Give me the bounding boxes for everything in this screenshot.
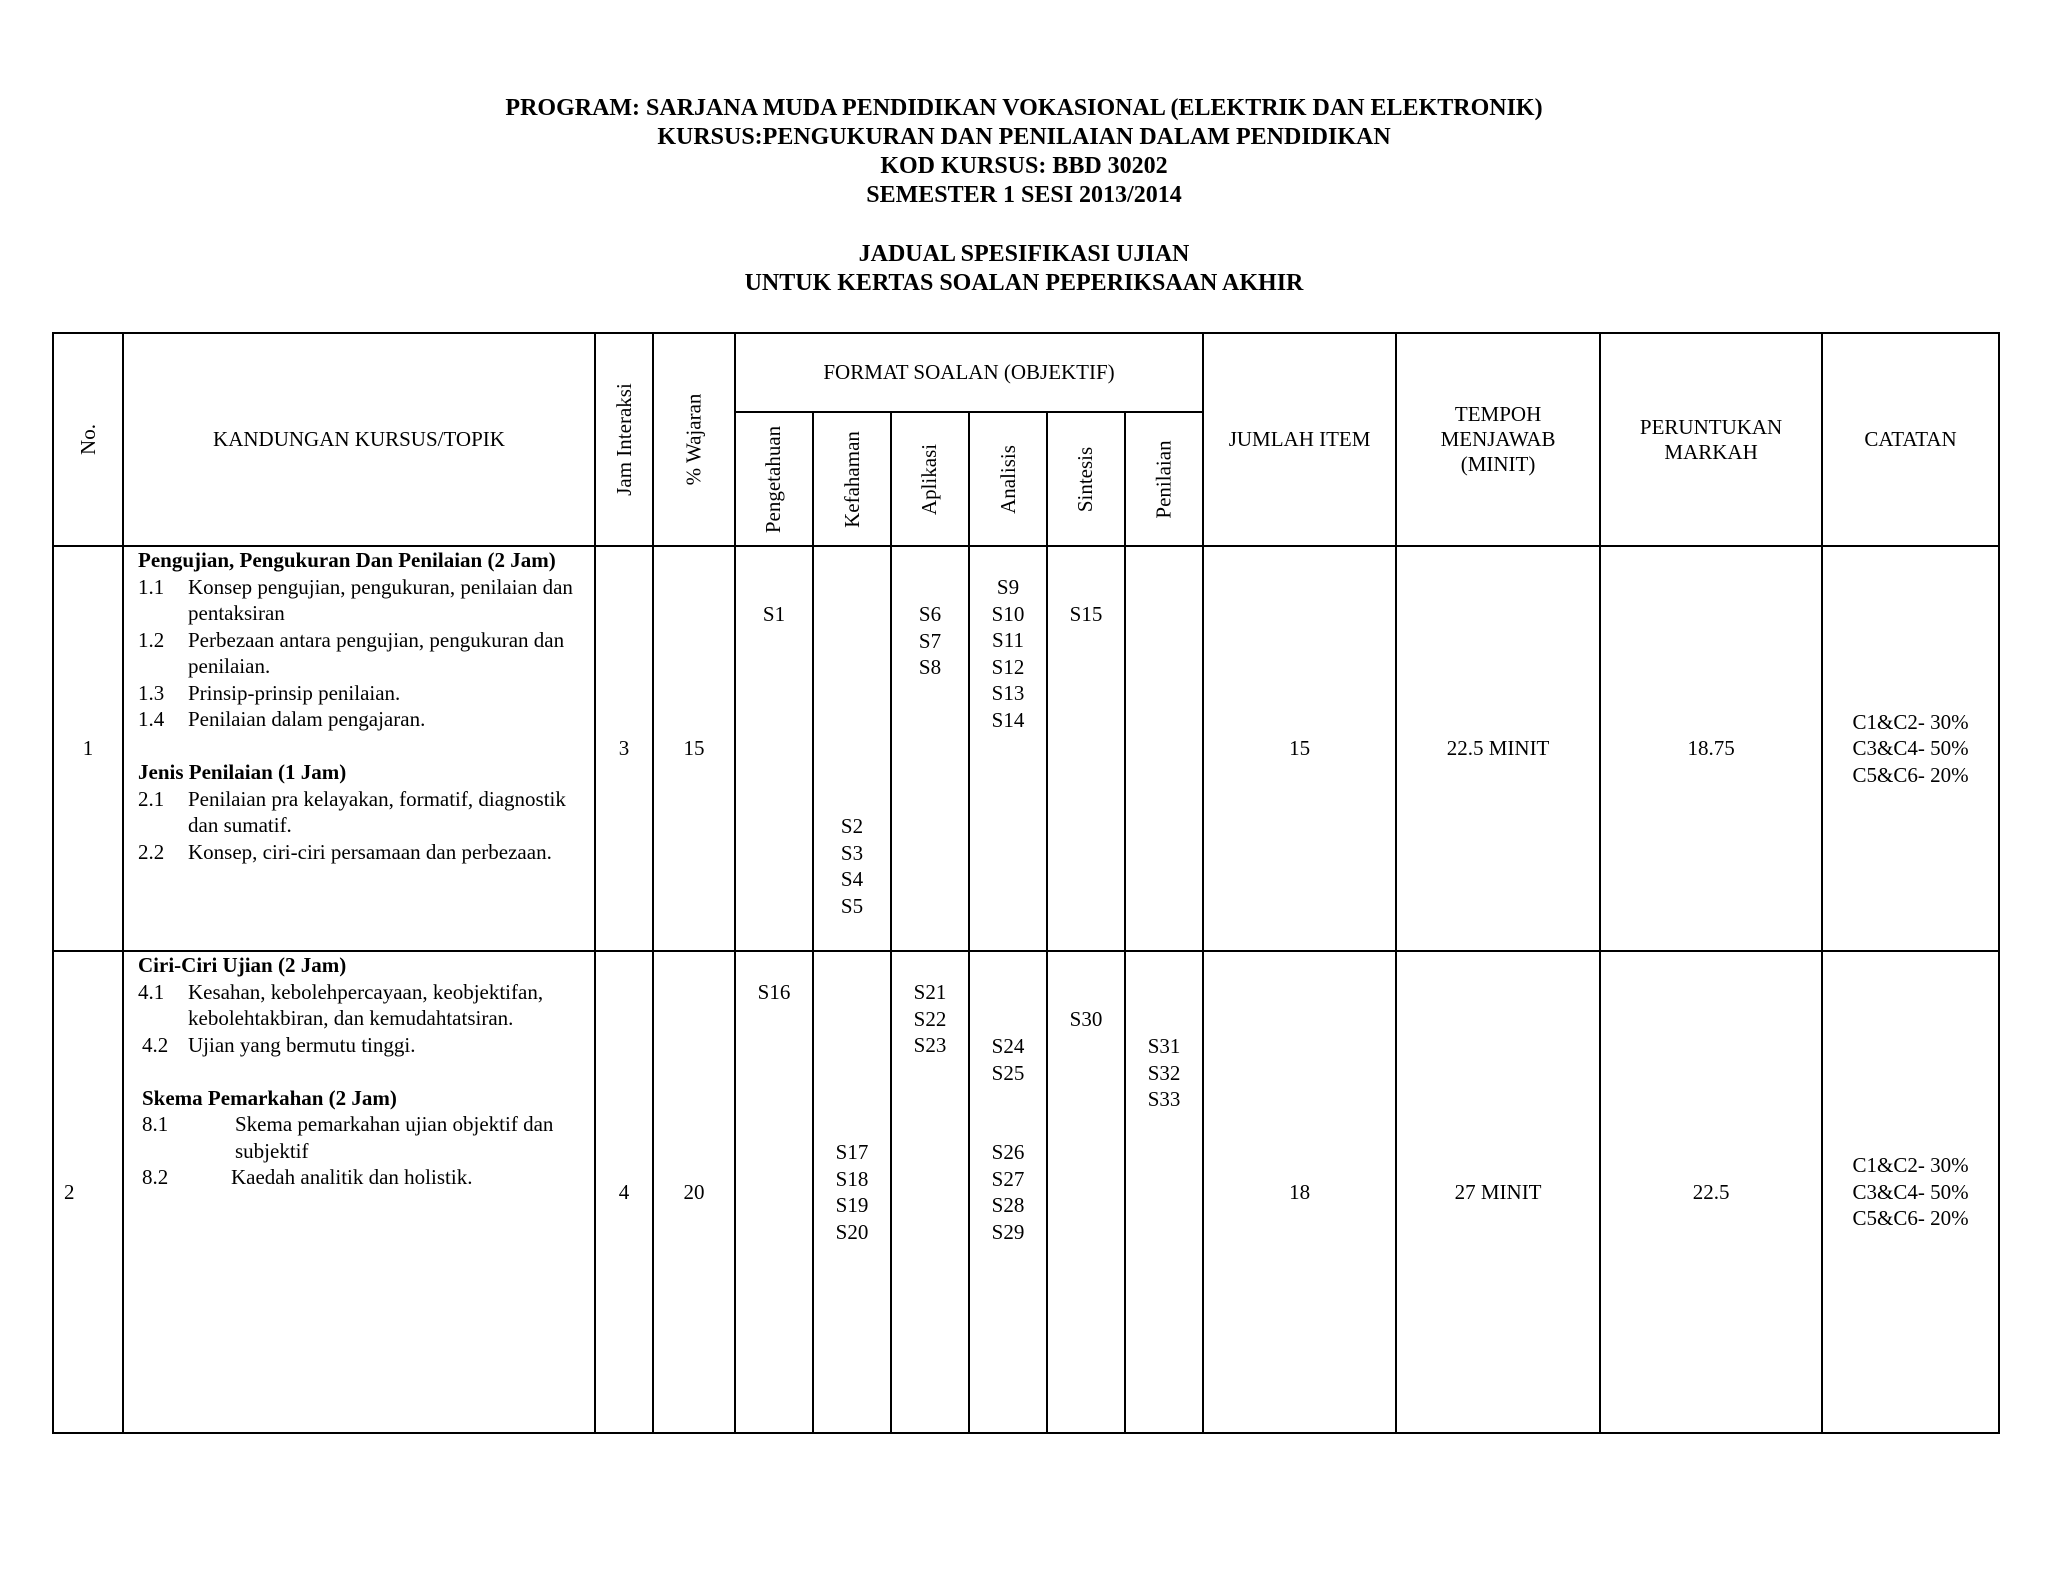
header-aplikasi: Aplikasi — [891, 412, 969, 546]
jam-interaksi-value: 4 — [595, 951, 653, 1433]
question-list — [1048, 601, 1124, 628]
question-code: S19 — [835, 1193, 869, 1217]
topic-heading: Ciri-Ciri Ujian (2 Jam) — [138, 953, 347, 977]
header-topic: KANDUNGAN KURSUS/TOPIK — [123, 333, 595, 546]
catatan-line: C1&C2- 30% — [1852, 1153, 1969, 1178]
question-code: S16 — [757, 980, 791, 1004]
question-list — [970, 1139, 1046, 1245]
question-code: S27 — [991, 1166, 1025, 1191]
question-list — [1048, 1006, 1124, 1033]
table-subtitle: UNTUK KERTAS SOALAN PEPERIKSAAN AKHIR — [744, 270, 1304, 296]
jam-interaksi-value: 3 — [595, 546, 653, 951]
header-no: No. — [53, 333, 123, 546]
question-list — [892, 979, 968, 1059]
question-list — [736, 601, 812, 628]
catatan-line: C3&C4- 50% — [1852, 1179, 1969, 1204]
topic-item: 1.2 Perbezaan antara pengujian, pengukuran dan penilaian. — [138, 627, 565, 678]
markah-value: 22.5 — [1600, 951, 1822, 1433]
semester-session: SEMESTER 1 SESI 2013/2014 — [866, 182, 1182, 208]
table-row — [53, 546, 1999, 951]
course-code: KOD KURSUS: BBD 30202 — [880, 153, 1168, 179]
aplikasi-cell — [891, 546, 969, 951]
question-code: S29 — [991, 1219, 1025, 1244]
header-row — [53, 333, 1999, 412]
exam-specification-table — [52, 332, 2000, 1434]
topic-item: 4.2 Ujian yang bermutu tinggi. — [142, 1032, 416, 1057]
topic-item: 1.4 Penilaian dalam pengajaran. — [138, 707, 426, 731]
question-code: S2 — [840, 814, 864, 838]
question-code: S11 — [992, 628, 1024, 652]
question-list — [736, 979, 812, 1006]
topic-heading: Pengujian, Pengukuran Dan Penilaian (2 Jam) — [138, 548, 556, 572]
topic-item: 1.1 Konsep pengujian, pengukuran, penilaian dan pentaksiran — [138, 574, 573, 625]
question-code: S20 — [835, 1219, 869, 1244]
pengetahuan-cell — [735, 546, 813, 951]
question-code: S21 — [913, 980, 947, 1004]
header-sintesis: Sintesis — [1047, 412, 1125, 546]
question-code: S4 — [840, 867, 864, 891]
penilaian-cell — [1125, 951, 1203, 1433]
question-code: S23 — [913, 1033, 947, 1057]
question-code: S7 — [918, 628, 942, 653]
question-list — [1126, 1033, 1202, 1113]
catatan-cell — [1822, 951, 1999, 1433]
topic-item: 8.2 Kaedah analitik dan holistik. — [142, 1165, 473, 1189]
question-code: S6 — [918, 602, 942, 626]
topic-heading: Skema Pemarkahan (2 Jam) — [142, 1085, 397, 1110]
markah-value: 18.75 — [1600, 546, 1822, 951]
catatan-cell — [1822, 546, 1999, 951]
question-code: S8 — [918, 655, 942, 679]
header-analisis: Analisis — [969, 412, 1047, 546]
topic-cell — [123, 951, 595, 1433]
header-tempoh-menjawab: TEMPOH MENJAWAB (MINIT) — [1396, 333, 1600, 546]
program-title: PROGRAM: SARJANA MUDA PENDIDIKAN VOKASIONAL (ELEKTRIK DAN ELEKTRONIK) — [505, 95, 1543, 121]
header-jam-interaksi: Jam Interaksi — [595, 333, 653, 546]
topic-cell — [123, 546, 595, 951]
course-title: KURSUS:PENGUKURAN DAN PENILAIAN DALAM PENDIDIKAN — [657, 124, 1391, 150]
question-code: S10 — [991, 601, 1025, 626]
kefahaman-cell — [813, 546, 891, 951]
question-code: S30 — [1069, 1007, 1103, 1031]
document-title-block — [0, 94, 2048, 298]
question-code: S5 — [840, 893, 864, 918]
catatan-line: C3&C4- 50% — [1852, 736, 1969, 761]
question-code: S22 — [913, 1006, 947, 1031]
question-list — [814, 1139, 890, 1245]
jumlah-item-value: 15 — [1203, 546, 1396, 951]
question-code: S31 — [1147, 1034, 1181, 1058]
catatan-line: C5&C6- 20% — [1852, 762, 1969, 787]
question-code: S13 — [991, 681, 1025, 705]
question-list — [892, 601, 968, 681]
header-wajaran: % Wajaran — [653, 333, 735, 546]
question-code: S15 — [1069, 602, 1103, 626]
catatan-line: C5&C6- 20% — [1852, 1206, 1969, 1231]
sintesis-cell — [1047, 546, 1125, 951]
question-code: S1 — [762, 602, 786, 626]
header-format-soalan: FORMAT SOALAN (OBJEKTIF) — [735, 333, 1203, 412]
row-number: 1 — [53, 546, 123, 951]
header-peruntukan-markah: PERUNTUKAN MARKAH — [1600, 333, 1822, 546]
header-pengetahuan: Pengetahuan — [735, 412, 813, 546]
pengetahuan-cell — [735, 951, 813, 1433]
topic-item: 4.1 Kesahan, kebolehpercayaan, keobjektifan, kebolehtakbiran, dan kemudahtatsiran. — [138, 979, 544, 1030]
question-code: S24 — [991, 1034, 1025, 1058]
question-code: S3 — [840, 840, 864, 865]
jumlah-item-value: 18 — [1203, 951, 1396, 1433]
header-catatan: CATATAN — [1822, 333, 1999, 546]
header-kefahaman: Kefahaman — [813, 412, 891, 546]
catatan-line: C1&C2- 30% — [1852, 709, 1969, 734]
row-number: 2 — [53, 951, 123, 1433]
question-code: S18 — [835, 1166, 869, 1191]
analisis-cell — [969, 546, 1047, 951]
question-code: S28 — [991, 1193, 1025, 1217]
topic-heading: Jenis Penilaian (1 Jam) — [138, 760, 347, 784]
tempoh-value: 27 MINIT — [1396, 951, 1600, 1433]
tempoh-value: 22.5 MINIT — [1396, 546, 1600, 951]
topic-item: 1.3 Prinsip-prinsip penilaian. — [138, 680, 401, 705]
penilaian-cell — [1125, 546, 1203, 951]
question-code: S9 — [996, 575, 1020, 599]
header-penilaian: Penilaian — [1125, 412, 1203, 546]
sintesis-cell — [1047, 951, 1125, 1433]
analisis-cell — [969, 951, 1047, 1433]
question-code: S32 — [1147, 1060, 1181, 1085]
topic-item: 2.1 Penilaian pra kelayakan, formatif, diagnostik dan sumatif. — [138, 786, 566, 837]
question-code: S26 — [991, 1140, 1025, 1164]
table-row — [53, 951, 1999, 1433]
question-list — [970, 1033, 1046, 1086]
table-title: JADUAL SPESIFIKASI UJIAN — [858, 241, 1190, 267]
wajaran-value: 15 — [653, 546, 735, 951]
question-code: S17 — [835, 1140, 869, 1164]
question-list — [814, 813, 890, 919]
aplikasi-cell — [891, 951, 969, 1433]
topic-item: 2.2 Konsep, ciri-ciri persamaan dan perbezaan. — [138, 839, 552, 864]
question-code: S25 — [991, 1060, 1025, 1085]
topic-item: 8.1 Skema pemarkahan ujian objektif dan subjektif — [142, 1112, 554, 1163]
question-code: S33 — [1147, 1087, 1181, 1111]
kefahaman-cell — [813, 951, 891, 1433]
question-code: S12 — [991, 654, 1025, 679]
wajaran-value: 20 — [653, 951, 735, 1433]
question-code: S14 — [991, 707, 1025, 732]
header-jumlah-item: JUMLAH ITEM — [1203, 333, 1396, 546]
question-list — [970, 574, 1046, 733]
